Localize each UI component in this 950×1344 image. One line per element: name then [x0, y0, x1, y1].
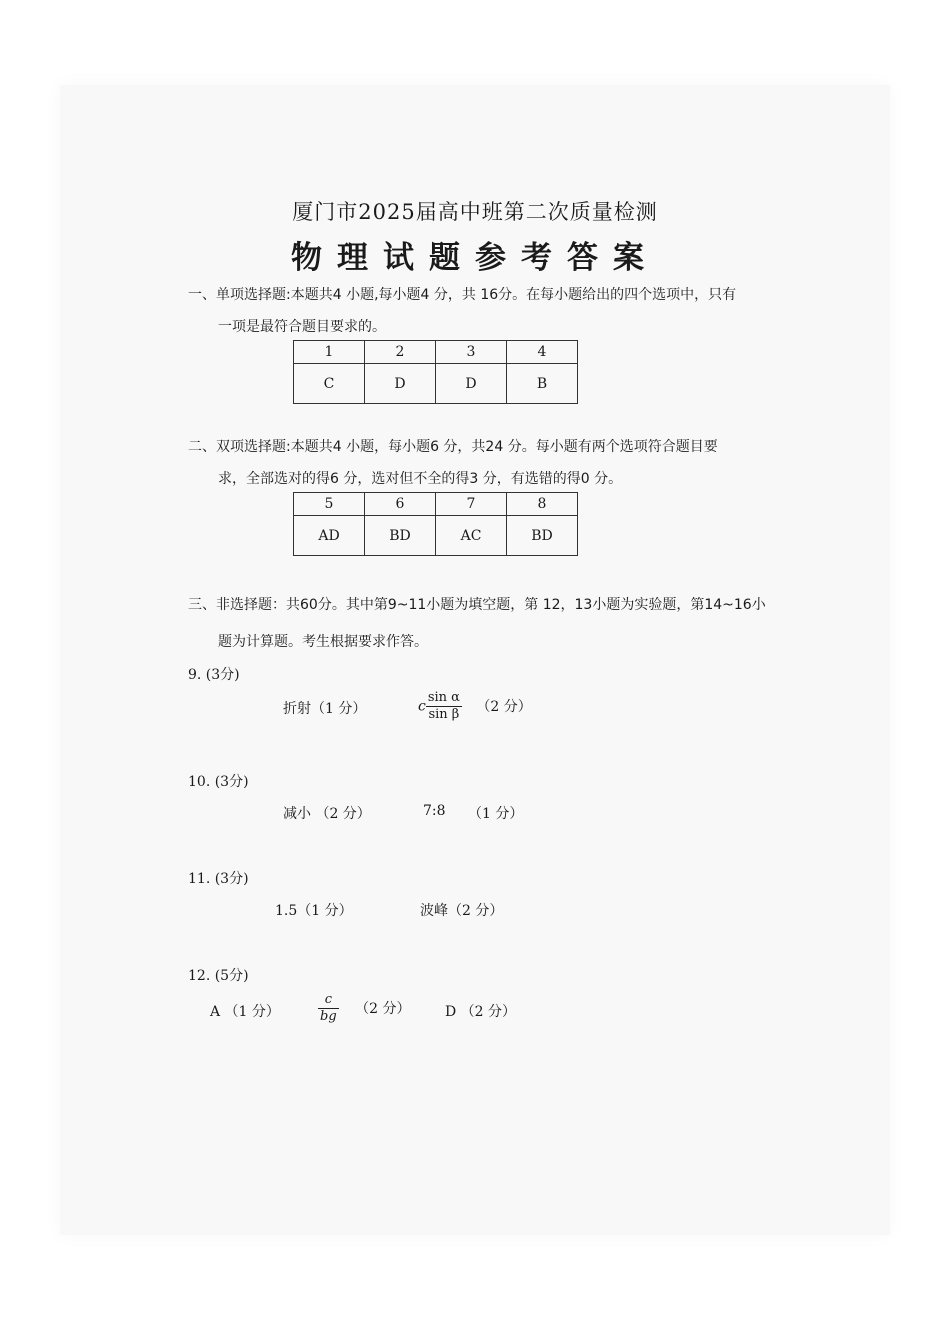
q9-answer2-score: （2 分）: [476, 698, 532, 715]
q12-answer1: A （1 分）: [210, 1004, 280, 1020]
q9-answer2-prefix: c: [418, 698, 426, 715]
q9-answer1: 折射（1 分）: [283, 701, 367, 717]
q12-answer3: D （2 分）: [445, 1004, 517, 1020]
q9-answer2: [418, 690, 532, 723]
section2-instructions-line2: 求，全部选对的得6 分，选对但不全的得3 分，有选错的得0 分。: [218, 471, 623, 487]
table-answer-cell: AD: [294, 516, 365, 556]
section1-answer-table: [293, 340, 578, 404]
fraction-numerator: sin α: [427, 690, 460, 705]
q11-answer2: 波峰（2 分）: [420, 903, 504, 919]
table-header-cell: 1: [294, 341, 365, 364]
section2-instructions-line1: 二、双项选择题:本题共4 小题，每小题6 分，共24 分。每小题有两个选项符合题目要: [188, 439, 718, 455]
table-header-cell: 4: [507, 341, 578, 364]
q12-answer2-fraction: [318, 992, 339, 1025]
fraction-denominator: sin β: [428, 707, 460, 722]
fraction-denominator: bg: [320, 1009, 337, 1024]
q12-answer2: [318, 992, 410, 1025]
q10-answer1: 减小 （2 分）: [283, 806, 371, 822]
section3-instructions-line2: 题为计算题。考生根据要求作答。: [218, 634, 428, 650]
table-header-cell: 7: [436, 493, 507, 516]
section1-instructions-line2: 一项是最符合题目要求的。: [218, 319, 386, 335]
q9-label: 9. (3分): [188, 667, 240, 683]
section1-instructions-line1: 一、单项选择题:本题共4 小题,每小题4 分，共 16分。在每小题给出的四个选项中，只有: [188, 287, 737, 303]
table-header-cell: 5: [294, 493, 365, 516]
table-header-cell: 3: [436, 341, 507, 364]
q11-answer1: 1.5（1 分）: [275, 903, 353, 919]
table-answer-cell: D: [436, 364, 507, 404]
q10-answer2: 7:8: [423, 803, 446, 819]
table-answer-cell: C: [294, 364, 365, 404]
table-answer-cell: AC: [436, 516, 507, 556]
q10-answer2-score: （1 分）: [468, 806, 524, 822]
section3-instructions-line1: 三、非选择题：共60分。其中第9~11小题为填空题，第 12，13小题为实验题，第14~16小: [188, 597, 766, 613]
q10-label: 10. (3分): [188, 774, 249, 790]
fraction-numerator: c: [318, 992, 339, 1009]
section2-answer-table: [293, 492, 578, 556]
table-answer-cell: BD: [507, 516, 578, 556]
table-answer-cell: D: [365, 364, 436, 404]
answer-key-title: 物理试题参考答案: [291, 240, 659, 276]
exam-title: 厦门市2025届高中班第二次质量检测: [292, 200, 658, 224]
table-answer-cell: BD: [365, 516, 436, 556]
q12-label: 12. (5分): [188, 968, 249, 984]
table-header-cell: 2: [365, 341, 436, 364]
table-header-cell: 8: [507, 493, 578, 516]
q11-label: 11. (3分): [188, 871, 249, 887]
q9-answer2-fraction: [426, 690, 462, 723]
table-answer-cell: B: [507, 364, 578, 404]
q12-answer2-score: （2 分）: [355, 1000, 411, 1017]
table-header-cell: 6: [365, 493, 436, 516]
